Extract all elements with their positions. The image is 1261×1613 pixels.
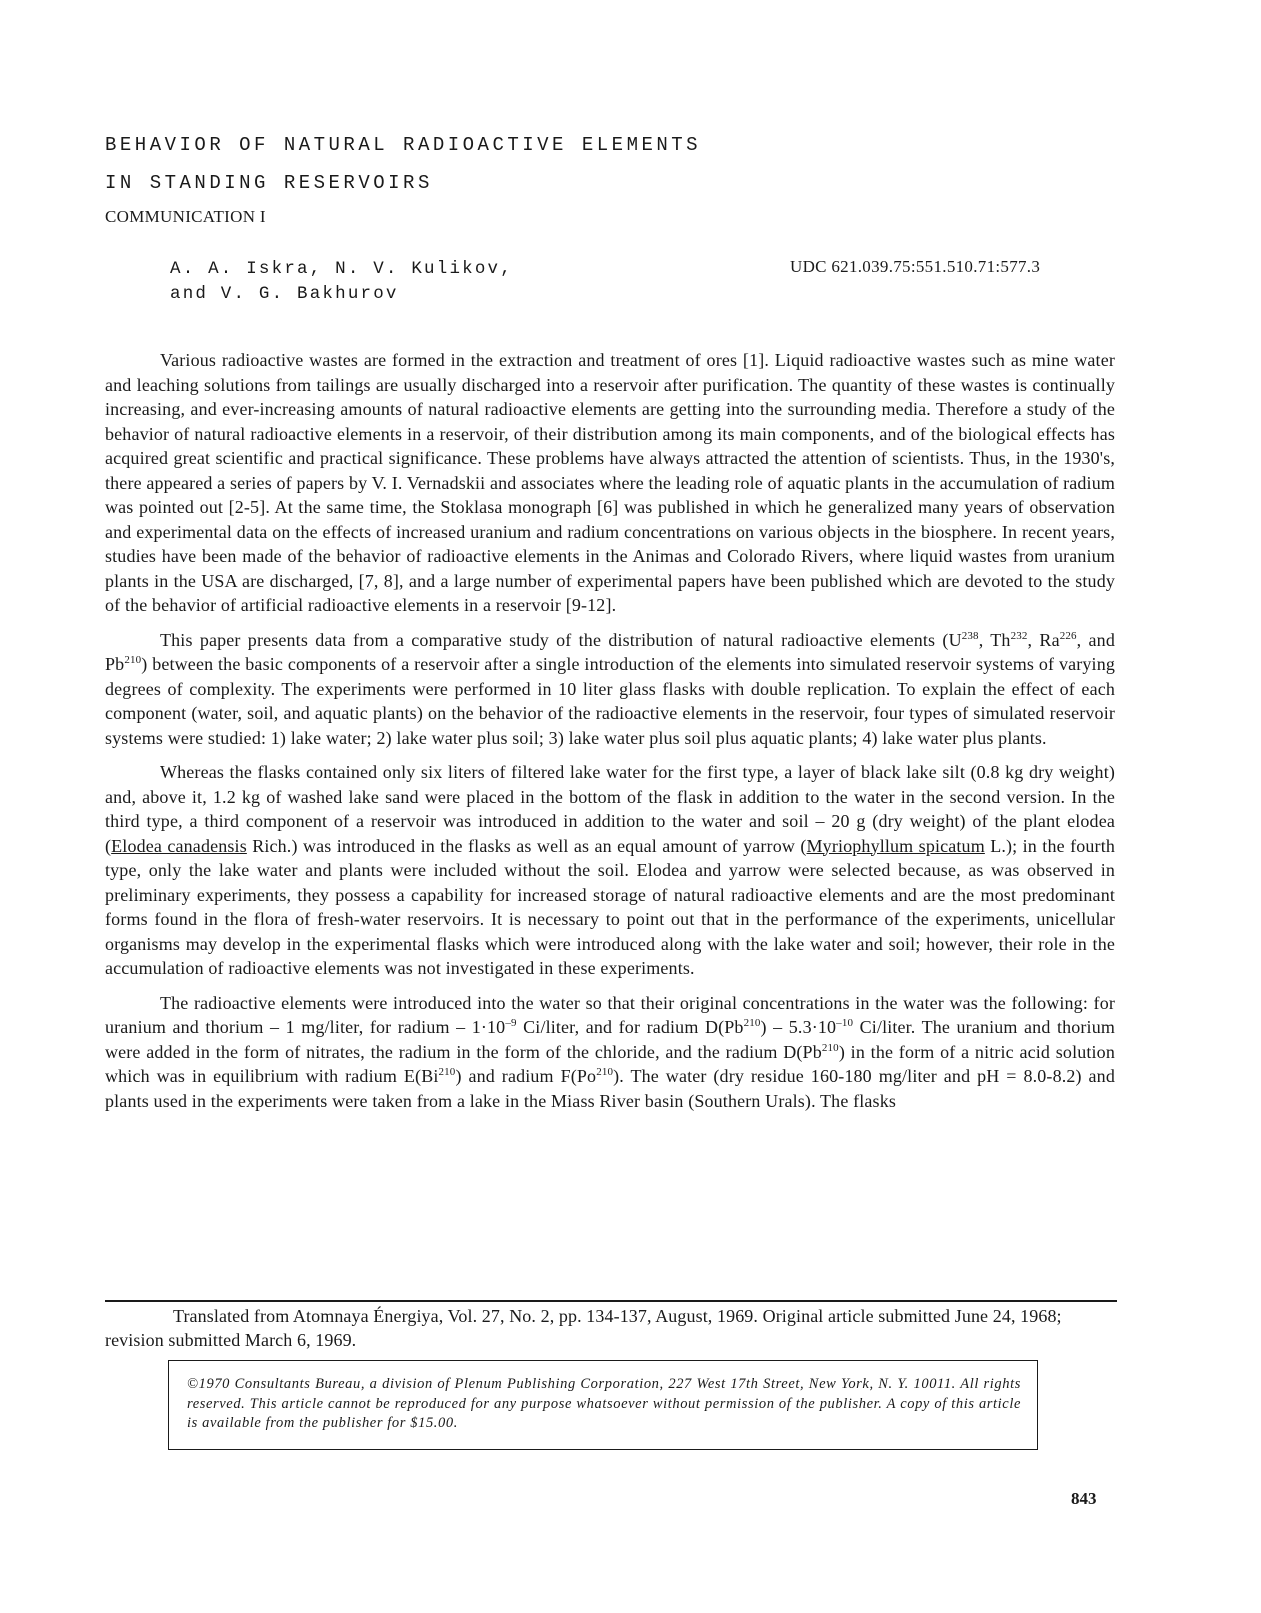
paragraph-3: Whereas the flasks contained only six liters of filtered lake water for the first type, a layer of black lake silt (0.8 kg dry weight) and, above it, 1.2 kg of washed lake sand were placed in the bottom of the flask in addition to the water in the second version. In the third type, a third component of a reservoir was introduced in addition to the water and soil – 20 g (dry weight) of the plant elodea (Elodea canadensis Rich.) was introduced in the flasks as well as an equal amount of yarrow (Myriophyllum spicatum L.); in the fourth type, only the lake water and plants were included without the soil. Elodea and yarrow were selected because, as was observed in preliminary experiments, they possess a capability for increased storage of natural radioactive elements and are the most predominant forms found in the flora of fresh-water reservoirs. It is necessary to point out that in the performance of the experiments, unicellular organisms may develop in the experimental flasks which were introduced along with the lake water and soil; however, their role in the accumulation of radioactive elements was not investigated in these experiments. bbox=[105, 762, 1115, 978]
superscript: 210 bbox=[821, 1041, 839, 1054]
article-title-line-1: BEHAVIOR OF NATURAL RADIOACTIVE ELEMENTS bbox=[105, 134, 702, 156]
species-name-myriophyllum: Myriophyllum spicatum bbox=[806, 835, 985, 856]
superscript: 226 bbox=[1059, 629, 1077, 642]
species-name-elodea: Elodea canadensis bbox=[111, 835, 247, 856]
author-block bbox=[170, 257, 513, 307]
superscript: –10 bbox=[836, 1017, 854, 1029]
udc-code: UDC 621.039.75:551.510.71:577.3 bbox=[790, 257, 1041, 276]
copyright-box bbox=[168, 1360, 1038, 1450]
copyright-notice: ©1970 Consultants Bureau, a division of Plenum Publishing Corporation, 227 West 17th Street, New York, N. Y. 10011. All rights reserved. This article cannot be reproduced for any purpose whatsoever without permission of the publisher. A copy of this article is available from the publisher for $15.00. bbox=[187, 1376, 1021, 1431]
superscript: 232 bbox=[1010, 629, 1028, 642]
article-title-line-2: IN STANDING RESERVOIRS bbox=[105, 172, 433, 194]
paragraph-2: This paper presents data from a comparative study of the distribution of natural radioactive elements ($U^{238}$, Th$^{232}$, Ra$^{226}$, and Pb$^{210}$) between the basic components of a reservoir after a single introduction of the elements into simulated reservoir systems of varying degrees of complexity. The experiments were performed in 10 liter glass flasks with double replication. To explain the effect of each component (water, soil, and aquatic plants) on the behavior of the radioactive elements in the reservoir, four types of simulated reservoir systems were studied: 1) lake water; 2) lake water plus soil; 3) lake water plus soil plus aquatic plants; 4) lake water plus plants. bbox=[105, 629, 1115, 748]
superscript: 238 bbox=[961, 629, 979, 642]
superscript: 210 bbox=[596, 1066, 614, 1078]
superscript: 210 bbox=[743, 1017, 761, 1029]
authors-line-1: A. A. Iskra, N. V. Kulikov, bbox=[170, 259, 513, 279]
paragraph-1: Various radioactive wastes are formed in the extraction and treatment of ores [1]. Liquid radioactive wastes such as mine water and leaching solutions from tailings are usually discharged into a reservoir after purification. The quantity of these wastes is continually increasing, and ever-increasing amounts of natural radioactive elements are getting into the surrounding media. Therefore a study of the behavior of natural radioactive elements in a reservoir, of their distribution among its main components, and of the biological effects has acquired great scientific and practical significance. These problems have always attracted the attention of scientists. Thus, in the 1930's, there appeared a series of papers by V. I. Vernadskii and associates where the leading role of aquatic plants in the accumulation of radium was pointed out [2-5]. At the same time, the Stoklasa monograph [6] was published in which he generalized many years of observation and experimental data on the effects of increased uranium and radium concentrations on various objects in the biosphere. In recent years, studies have been made of the behavior of radioactive elements in the Animas and Colorado Rivers, where liquid wastes from uranium plants in the USA are discharged, [7, 8], and a large number of experimental papers have been published which are devoted to the study of the behavior of artificial radioactive elements in a reservoir [9-12]. bbox=[105, 350, 1116, 615]
superscript: 210 bbox=[438, 1066, 456, 1078]
translation-note: Translated from Atomnaya Énergiya, Vol. 27, No. 2, pp. 134-137, August, 1969. Original article submitted June 24, 1968; revision submitted March 6, 1969. bbox=[105, 1306, 1062, 1350]
article-subtitle: COMMUNICATION I bbox=[105, 207, 266, 226]
superscript: 210 bbox=[124, 654, 142, 666]
authors-line-2: and V. G. Bakhurov bbox=[170, 284, 399, 304]
page-number: 843 bbox=[1071, 1489, 1097, 1508]
article-body bbox=[105, 348, 1115, 1123]
superscript: –9 bbox=[505, 1017, 517, 1029]
footnote-divider bbox=[105, 1300, 1117, 1302]
paragraph-4: The radioactive elements were introduced into the water so that their original concentrations in the water was the following: for uranium and thorium – 1 mg/liter, for radium – $1\cdot 10^{-9}$ Ci/liter, and for radium $D(Pb^{210}) - 5.3\cdot 10^{-10}$ Ci/liter. The uranium and thorium were added in the form of nitrates, the radium in the form of the chloride, and the radium D(Pb$^{210}$) in the form of a nitric acid solution which was in equilibrium with radium E(Bi$^{210}$) and radium F(Po$^{210}$). The water (dry residue 160-180 mg/liter and pH = 8.0-8.2) and plants used in the experiments were taken from a lake in the Miass River basin (Southern Urals). The flasks bbox=[105, 992, 1116, 1111]
